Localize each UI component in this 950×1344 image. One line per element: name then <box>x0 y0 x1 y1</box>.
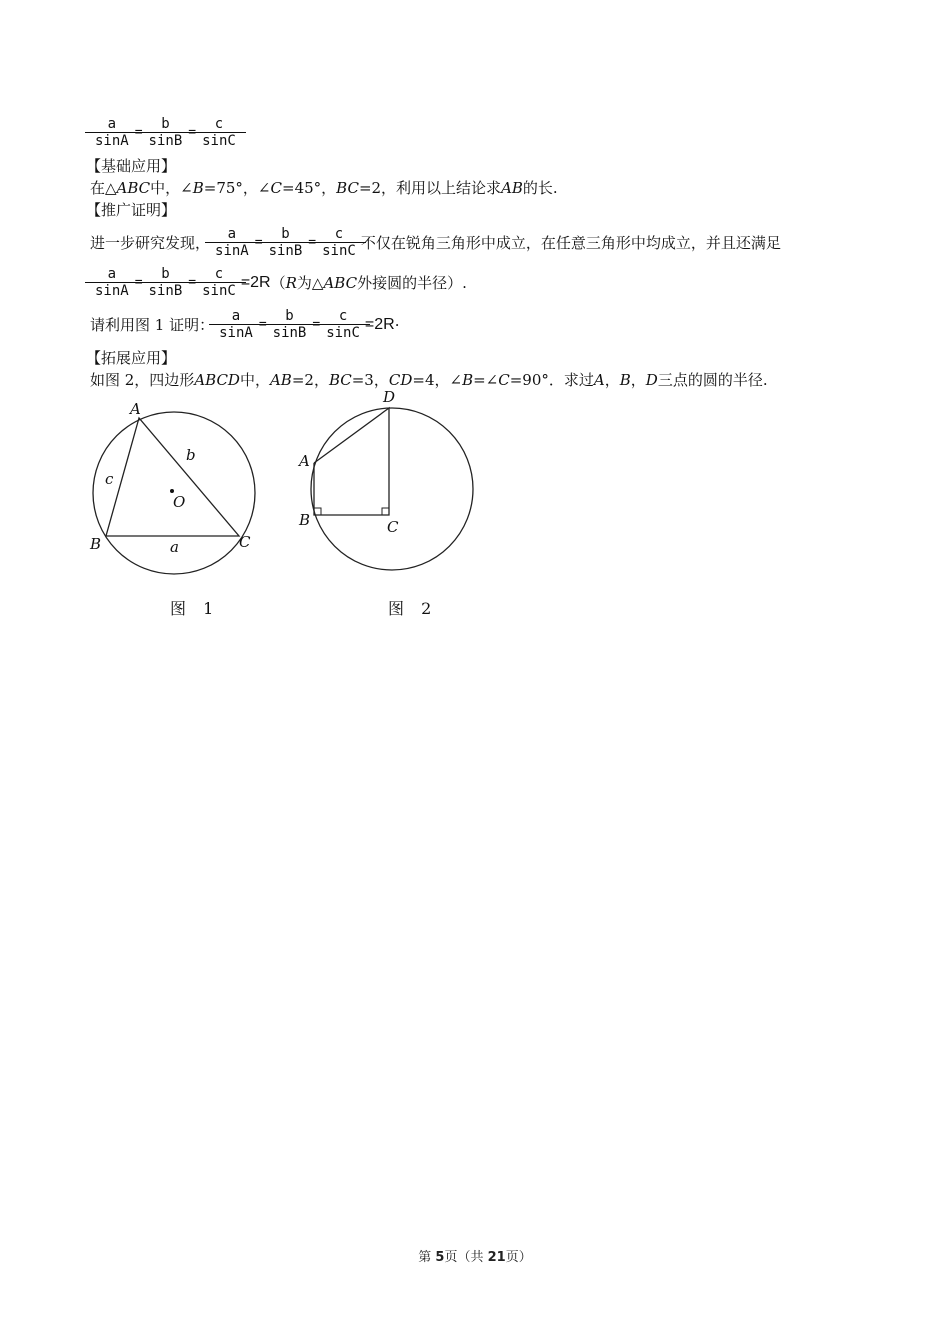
label-A: A <box>130 400 141 418</box>
label-a: a <box>170 538 179 556</box>
figure-1-circumscribed-triangle <box>80 395 280 585</box>
label-b: b <box>186 446 196 464</box>
label-B: B <box>90 535 102 553</box>
proof-intro-line: 进一步研究发现， $\frac{a}{\sin A}$ = $\frac{b}{\sin B}$ = $\frac{c}{\sin C}$ 不仅在锐角三角形中成立，在任意三角形中均成立，并且还满足 <box>90 226 781 259</box>
label-A: A <box>299 452 310 470</box>
figure-2-quadrilateral-circle <box>290 385 490 585</box>
basic-problem-text: 在△ ABC 中，∠ B =75°，∠ C =45°， BC =2，利用以上结论求 AB 的长. <box>90 179 558 197</box>
page-footer: 第 5页（共 21页） <box>418 1250 532 1265</box>
page-number: 5 <box>435 1250 445 1265</box>
extension-problem-text: 如图 2，四边形 ABCD 中， AB =2， BC =3， CD =4，∠ B =∠ C =90°．求过 A ， B ， D 三点的圆的半径. <box>90 371 768 389</box>
proof-2r-line: $\frac{a}{\sin A}$ = $\frac{b}{\sin B}$ = $\frac{c}{\sin C}$ =2R （ R 为△ ABC 外接圆的半径）. <box>90 266 467 299</box>
figure-2-caption: 图 2 <box>388 599 438 618</box>
label-O: O <box>173 493 186 511</box>
total-pages: 21 <box>487 1250 506 1265</box>
fraction-a: $\frac{a}{\sin A}$ <box>91 116 133 149</box>
heading-extended-application: 【拓展应用】 <box>86 349 177 367</box>
label-C: C <box>239 533 251 551</box>
fraction-b: $\frac{b}{\sin B}$ <box>145 116 187 149</box>
label-B: B <box>299 511 311 529</box>
heading-generalized-proof: 【推广证明】 <box>86 201 177 219</box>
proof-prompt-line: 请利用图 1 证明： $\frac{a}{\sin A}$ = $\frac{b}{\sin B}$ = $\frac{c}{\sin C}$ =2R · <box>90 308 400 341</box>
figure-1-caption: 图 1 <box>170 599 220 618</box>
label-C: C <box>387 518 399 536</box>
fraction-c: $\frac{c}{\sin C}$ <box>198 116 240 149</box>
formula-sine-law: $\frac{a}{\sin A}$ = $\frac{b}{\sin B}$ = $\frac{c}{\sin C}$ <box>90 116 241 149</box>
heading-basic-application: 【基础应用】 <box>86 157 177 175</box>
label-D: D <box>383 388 396 406</box>
label-c: c <box>105 470 114 488</box>
